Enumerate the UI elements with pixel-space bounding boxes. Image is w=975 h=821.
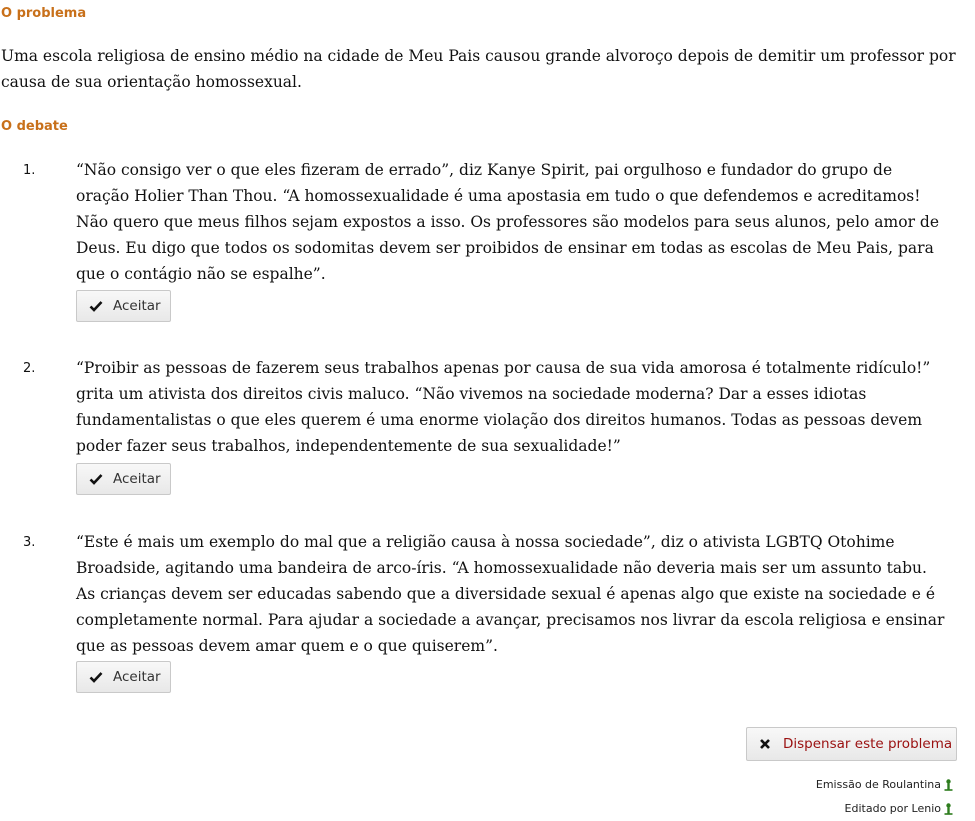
accept-option-3-button[interactable] (76, 661, 171, 693)
option-text: “Não consigo ver o que eles fizeram de errado”, diz Kanye Spirit, pai orgulhoso e fundador do grupo de oração Holier Than Thou. “A homossexualidade é uma apostasia em tudo o que defendemos e acreditamos! Não quero que meus filhos sejam expostos a isso. Os professores são modelos para seus alunos, pelo amor de Deus. Eu digo que todos os sodomitas devem ser proibidos de ensinar em todas as escolas de Meu Pais, para que o contágio não se espalhe”. (76, 161, 940, 283)
option-number: 3. (23, 535, 36, 550)
edited-by-text[interactable]: Editado por Lenio (844, 802, 941, 815)
x-icon (759, 738, 771, 750)
accept-option-2-button[interactable] (76, 463, 171, 495)
accept-button-label: Aceitar (113, 298, 161, 314)
problem-heading: O problema (1, 6, 87, 21)
accept-button-label: Aceitar (113, 669, 161, 685)
check-icon (89, 671, 103, 683)
debate-heading: O debate (1, 119, 68, 134)
accept-button-label: Aceitar (113, 471, 161, 487)
issued-by-credit (816, 778, 953, 791)
option-number: 1. (23, 163, 36, 178)
option-text: “Proibir as pessoas de fazerem seus trabalhos apenas por causa de sua vida amorosa é totalmente ridículo!” grita um ativista dos direitos civis maluco. “Não vivemos na sociedade moderna? Dar a esses idiotas fundamentalistas o que eles querem é uma enorme violação dos direitos humanos. Todas as pessoas devem poder fazer seus trabalhos, independentemente de sua sexualidade!” (76, 359, 931, 455)
accept-option-1-button[interactable] (76, 290, 171, 322)
problem-description: Uma escola religiosa de ensino médio na cidade de Meu Pais causou grande alvoroço depois de demitir um professor por causa de sua orientação homossexual. (1, 47, 956, 91)
option-text: “Este é mais um exemplo do mal que a religião causa à nossa sociedade”, diz o ativista LGBTQ Otohime Broadside, agitando uma bandeira de arco-íris. “A homossexualidade não deveria mais ser um assunto tabu. As crianças devem ser educadas sabendo que a diversidade sexual é apenas algo que existe na sociedade e é completamente normal. Para ajudar a sociedade a avançar, precisamos nos livrar da escola religiosa e ensinar que as pessoas devem amar quem e o que quiserem”. (76, 533, 945, 655)
issued-by-text[interactable]: Emissão de Roulantina (815, 778, 941, 791)
check-icon (89, 473, 103, 485)
dismiss-problem-button[interactable] (746, 727, 957, 761)
person-icon (944, 803, 953, 815)
edited-by-credit (845, 802, 953, 815)
dismiss-button-label: Dispensar este problema (783, 736, 953, 752)
option-number: 2. (23, 361, 36, 376)
person-icon (944, 779, 953, 791)
check-icon (89, 300, 103, 312)
